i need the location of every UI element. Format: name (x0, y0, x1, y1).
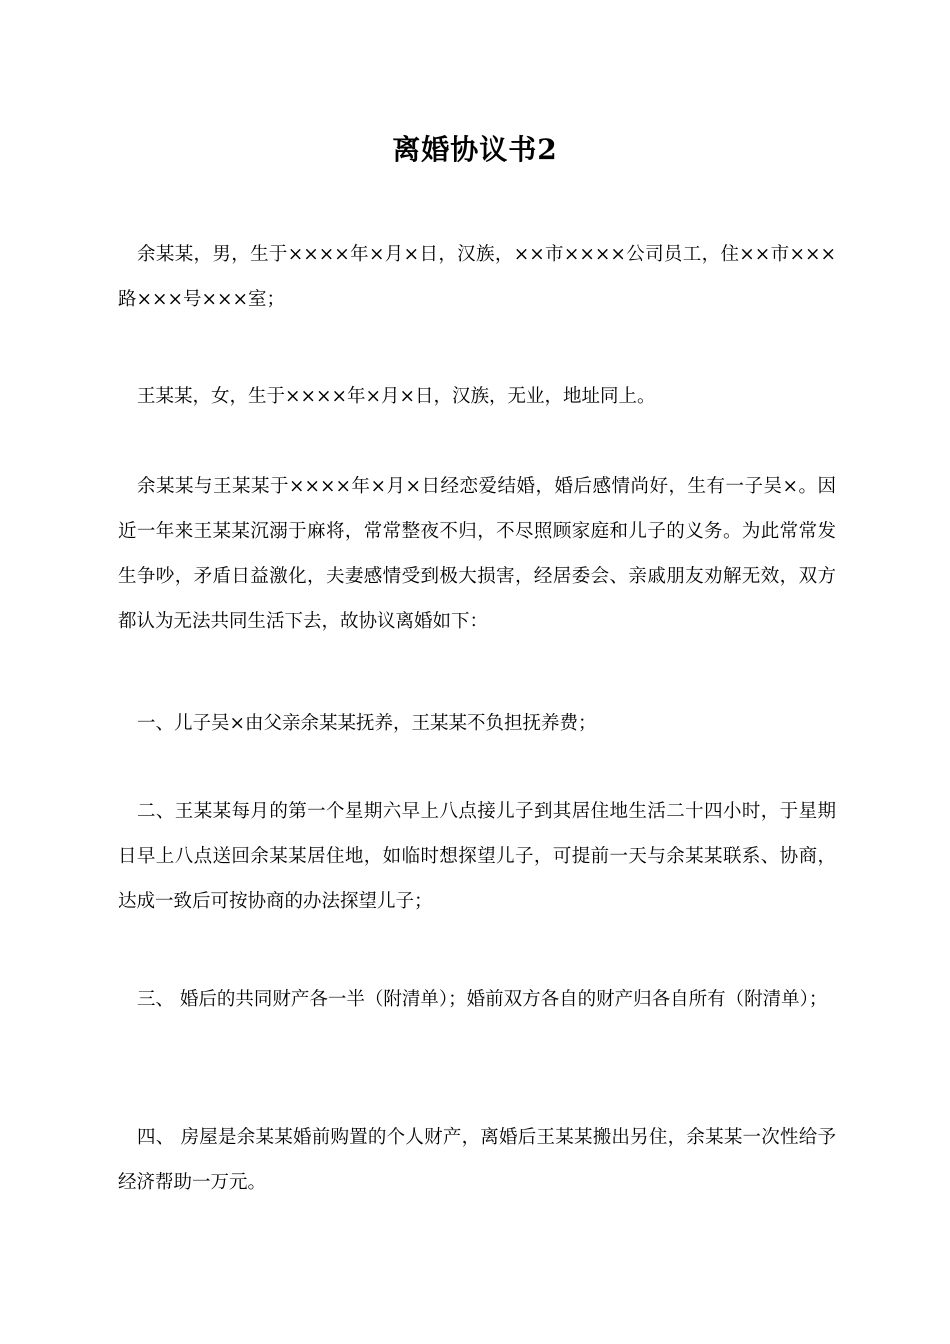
clause-three: 三、 婚后的共同财产各一半（附清单）；婚前双方各自的财产归各自所有（附清单）； (137, 989, 828, 1010)
paragraph-husband-info: 余某某，男，生于××××年×月×日，汉族，××市××××公司员工，住××市×××路×××号×××室； (118, 244, 836, 310)
clause-two: 二、王某某每月的第一个星期六早上八点接儿子到其居住地生活二十四小时，于星期日早上八点送回余某某居住地，如临时想探望儿子，可提前一天与余某某联系、协商，达成一致后可按协商的办法探望儿子； (118, 801, 836, 912)
clause-one: 一、儿子吴×由父亲余某某抚养，王某某不负担抚养费； (137, 713, 597, 734)
paragraph-background: 余某某与王某某于××××年×月×日经恋爱结婚，婚后感情尚好，生有一子吴×。因近一年来王某某沉溺于麻将，常常整夜不归，不尽照顾家庭和儿子的义务。为此常常发生争吵，矛盾日益激化，夫妻感情受到极大损害，经居委会、亲戚朋友劝解无效，双方都认为无法共同生活下去，故协议离婚如下： (118, 476, 836, 632)
document-title: 离婚协议书2 (392, 133, 558, 166)
paragraph-wife-info: 王某某，女，生于××××年×月×日，汉族，无业，地址同上。 (137, 386, 656, 407)
clause-four: 四、 房屋是余某某婚前购置的个人财产，离婚后王某某搬出另住，余某某一次性给予经济帮助一万元。 (118, 1127, 836, 1193)
